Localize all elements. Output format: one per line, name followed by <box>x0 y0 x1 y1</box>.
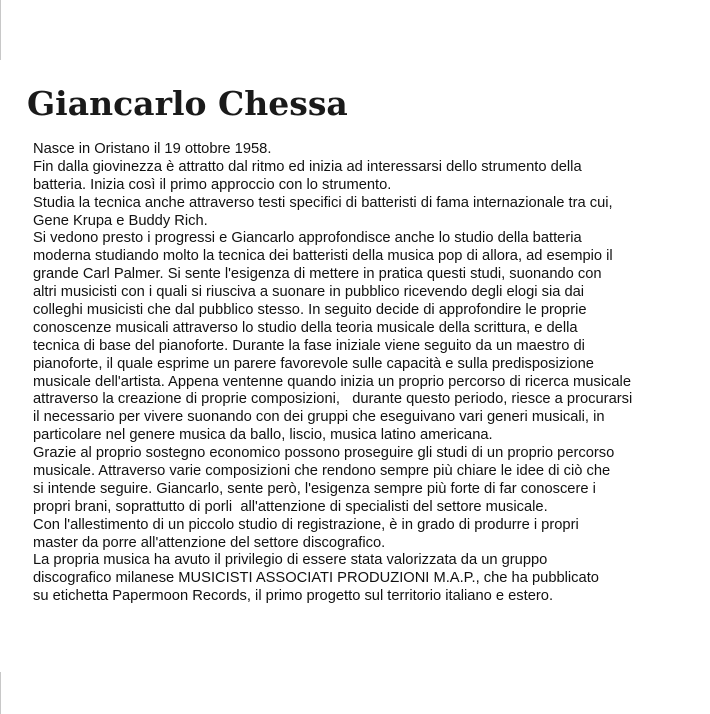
biography-text <box>33 141 705 606</box>
bio-line: Fin dalla giovinezza è attratto dal ritmo ed inizia ad interessarsi dello strumento della <box>33 158 582 175</box>
bio-line: tecnica di base del pianoforte. Durante la fase iniziale viene seguito da un maestro di <box>33 337 585 354</box>
bio-line: si intende seguire. Giancarlo, sente però, l'esigenza sempre più forte di far conoscere i <box>33 480 596 497</box>
bio-line: colleghi musicisti che dal pubblico stesso. In seguito decide di approfondire le proprie <box>33 302 587 319</box>
bio-line: grande Carl Palmer. Si sente l'esigenza di mettere in pratica questi studi, suonando con <box>33 266 602 283</box>
bio-line: Con l'allestimento di un piccolo studio di registrazione, è in grado di produrre i propri <box>33 516 579 533</box>
bio-line: musicale dell'artista. Appena ventenne quando inizia un proprio percorso di ricerca musicale <box>33 373 631 390</box>
bio-line: batteria. Inizia così il primo approccio con lo strumento. <box>33 176 392 193</box>
bio-line: su etichetta Papermoon Records, il primo progetto sul territorio italiano e estero. <box>33 588 554 605</box>
bio-line: pianoforte, il quale esprime un parere favorevole sulle capacità e sulla predisposizione <box>33 355 594 372</box>
left-edge-line-bottom <box>0 672 1 714</box>
bio-line: particolare nel genere musica da ballo, liscio, musica latino americana. <box>33 427 493 444</box>
bio-line: Gene Krupa e Buddy Rich. <box>33 212 208 229</box>
bio-line: il necessario per vivere suonando con dei gruppi che eseguivano vari generi musicali, in <box>33 409 605 426</box>
bio-line: propri brani, soprattutto di porli all'attenzione di specialisti del settore musicale. <box>33 498 548 515</box>
bio-line: conoscenze musicali attraverso lo studio della teoria musicale della scrittura, e della <box>33 319 578 336</box>
bio-line: altri musicisti con i quali si riusciva a suonare in pubblico ricevendo degli elogi sia dai <box>33 284 585 301</box>
bio-line: Studia la tecnica anche attraverso testi specifici di batteristi di fama internazionale tra cui, <box>33 194 613 211</box>
bio-line: moderna studiando molto la tecnica dei batteristi della musica pop di allora, ad esempio il <box>33 248 613 265</box>
bio-line: Si vedono presto i progressi e Giancarlo approfondisce anche lo studio della batteria <box>33 230 582 247</box>
left-edge-line-top <box>0 0 1 60</box>
bio-line: Grazie al proprio sostegno economico possono proseguire gli studi di un proprio percorso <box>33 445 615 462</box>
bio-line: Nasce in Oristano il 19 ottobre 1958. <box>33 141 272 157</box>
bio-line: master da porre all'attenzione del settore discografico. <box>33 534 386 551</box>
bio-line: La propria musica ha avuto il privilegio di essere stata valorizzata da un gruppo <box>33 552 548 569</box>
bio-line: attraverso la creazione di proprie composizioni, durante questo periodo, riesce a procurarsi <box>33 391 633 408</box>
bio-line: discografico milanese MUSICISTI ASSOCIATI PRODUZIONI M.A.P., che ha pubblicato <box>33 570 599 587</box>
bio-line: musicale. Attraverso varie composizioni che rendono sempre più chiare le idee di ciò che <box>33 463 611 480</box>
page-title: Giancarlo Chessa <box>27 84 348 123</box>
